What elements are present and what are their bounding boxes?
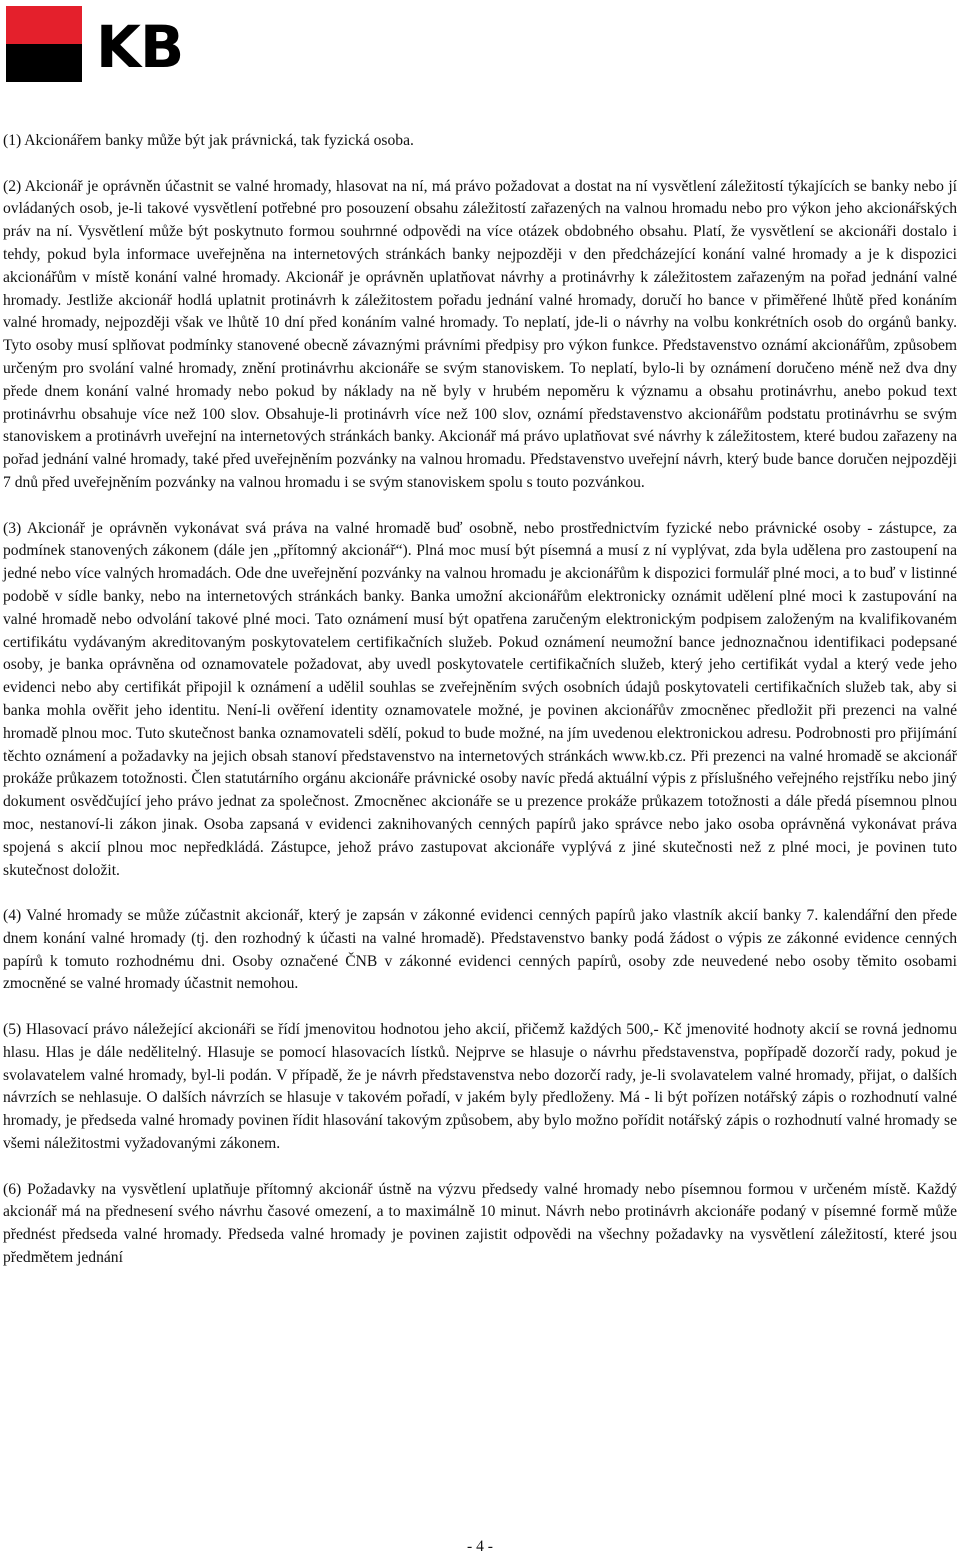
- paragraph-6: (6) Požadavky na vysvětlení uplatňuje přítomný akcionář ústně na výzvu předsedy valné hromady nebo písemnou formou v určeném místě. Každý akcionář má na přednesení svého návrhu časové omezení, a to maximálně 10 minut. Návrh nebo protinávrh akcionáře podaný v písemné formě může přednést předseda valné hromady. Předseda valné hromady je povinen zajistit odpovědi na všechny požadavky na vysvětlení záležitostí, které jsou předmětem jednání: [3, 1180, 957, 1267]
- kb-logo: [6, 6, 216, 86]
- page-number: - 4 -: [467, 1538, 493, 1555]
- paragraph-2: (2) Akcionář je oprávněn účastnit se valné hromady, hlasovat na ní, má právo požadovat a dostat na ní vysvětlení záležitostí týkajících se banky nebo jí ovládaných osob, je-li takové vysvětlení potřebné pro posouzení obsahu záležitostí zařazených na valnou hromadu nebo pro výkon jeho akcionářských práv na ní. Vysvětlení může být poskytnuto formou souhrnné odpovědi na více otázek obdobného obsahu. Platí, že vysvětlení se akcionáři dostalo i tehdy, pokud byla informace uveřejněna na internetových stránkách banky nejpozději v den předcházející konání valné hromady a je k dispozici akcionářům v místě konání valné hromady. Akcionář je oprávněn uplatňovat návrhy a protinávrhy k záležitostem zařazeným na pořad jednání valné hromady. Jestliže akcionář hodlá uplatnit protinávrh k záležitostem pořadu jednání valné hromady, doručí ho bance v přiměřené lhůtě před konáním valné hromady, nejpozději však ve lhůtě 10 dní před konáním valné hromady. To neplatí, jde-li o návrhy na volbu konkrétních osob do orgánů banky. Tyto osoby musí splňovat podmínky stanovené obecně závaznými právními předpisy pro výkon funkce. Představenstvo oznámí akcionářům, způsobem určeným pro svolání valné hromady, znění protinávrhu akcionáře se svým stanoviskem. To neplatí, bylo-li by oznámení doručeno méně než dva dny přede dnem konání valné hromady nebo pokud by náklady na ně byly v hrubém nepoměru k významu a obsahu protinávrhu, anebo pokud text protinávrhu obsahuje více než 100 slov. Obsahuje-li protinávrh více než 100 slov, oznámí představenstvo akcionářům podstatu protinávrhu se svým stanoviskem a protinávrh uveřejní na internetových stránkách banky. Akcionář má právo uplatňovat své návrhy k záležitostem, které budou zařazeny na pořad jednání valné hromady, také před uveřejněním pozvánky na valnou hromadu. Představenstvo uveřejní návrh, který bude bance doručen nejpozději 7 dnů před uveřejněním pozvánky na valnou hromadu i se svým stanoviskem spolu s touto pozvánkou.: [3, 177, 957, 491]
- logo-text: KB: [96, 13, 184, 81]
- paragraph-1: (1) Akcionářem banky může být jak právnická, tak fyzická osoba.: [3, 132, 414, 149]
- logo-black-block: [6, 44, 82, 82]
- paragraph-5: (5) Hlasovací právo náležející akcionáři se řídí jmenovitou hodnotou jeho akcií, přičemž každých 500,- Kč jmenovité hodnoty akcií se rovná jednomu hlasu. Hlas je dále nedělitelný. Hlasuje se pomocí hlasovacích lístků. Nejprve se hlasuje o návrhu představenstva, popřípadě dozorčí rady, pokud je svolavatelem valné hromady, byl-li podán. V případě, že je návrh představenstva nebo dozorčí rady, je-li svolavatelem valné hromady, přijat, o dalších návrzích se nehlasuje. O dalších návrzích se hlasuje v takovém pořadí, v jakém byly předloženy. Má - li být pořízen notářský zápis o rozhodnutí valné hromady, je předseda valné hromady povinen řídit hlasování takovým způsobem, aby bylo možno pořídit notářský zápis o rozhodnutí valné hromady se všemi náležitostmi vyžadovanými zákonem.: [3, 1021, 957, 1153]
- paragraph-3: (3) Akcionář je oprávněn vykonávat svá práva na valné hromadě buď osobně, nebo prostřednictvím fyzické nebo právnické osoby - zástupce, za podmínek stanovených zákonem (dále jen „přítomný akcionář“). Plná moc musí být písemná a musí z ní vyplývat, zda byla udělena pro zastoupení na jedné nebo více valných hromadách. Ode dne uveřejnění pozvánky na valnou hromadu je akcionářům k dispozici formulář plné moci, a to buď v listinné podobě v sídle banky, nebo na internetových stránkách banky. Banka umožní akcionářům elektronicky oznámit udělení plné moci k zastupování na valné hromadě nebo odvolání takové plné moci. Tato oznámení musí být opatřena zaručeným elektronickým podpisem založeným na kvalifikovaném certifikátu vydávaným akreditovaným poskytovatelem certifikačních služeb. Pokud oznámení neumožní bance jednoznačnou identifikaci podepsané osoby, je banka oprávněna od oznamovatele požadovat, aby uvedl poskytovatele certifikačních služeb, který jeho certifikát vydal a který vede jeho evidenci nebo aby certifikát připojil k oznámení a udělil souhlas se zveřejněním svých osobních údajů poskytovateli certifikačních služeb tak, aby si banka mohla ověřit jeho identitu. Není-li ověření identity oznamovatele možné, je povinen akcionářův zmocněnec předložit při prezenci na valné hromadě plnou moc. Tuto skutečnost banka oznamovateli sdělí, pokud to bude možné, na jím uvedenou elektronickou adresu. Podrobnosti pro přijímání těchto oznámení a požadavky na jejich obsah stanoví představenstvo na internetových stránkách www.kb.cz. Při prezenci na valné hromadě se akcionář prokáže průkazem totožnosti. Člen statutárního orgánu akcionáře právnické osoby navíc předá aktuální výpis z příslušného veřejného rejstříku nebo jiný dokument osvědčující jeho právo jednat za společnost. Zmocněnec akcionáře se u prezence prokáže průkazem totožnosti a dále předá písemnou plnou moc, nestanoví-li zákon jinak. Osoba zapsaná v evidenci zaknihovaných cenných papírů jako správce nebo jako osoba oprávněná vykonávat práva spojená s akcií plnou moc nepředkládá. Zástupce, jehož právo zastupovat akcionáře vyplývá z jiné skutečnosti než z plné moci, je povinen tuto skutečnost doložit.: [3, 519, 957, 879]
- paragraph-4: (4) Valné hromady se může zúčastnit akcionář, který je zapsán v zákonné evidenci cenných papírů jako vlastník akcií banky 7. kalendářní den přede dnem konání valné hromady (tj. den rozhodný k účasti na valné hromadě). Představenstvo banky podá žádost o výpis ze zákonné evidence cenných papírů k tomuto rozhodnému dni. Osoby označené ČNB v zákonné evidenci cenných papírů, osoby zde neuvedené nebo osoby těmito osobami zmocněné se valné hromady účastnit nemohou.: [3, 907, 957, 993]
- document-body: [3, 130, 957, 1270]
